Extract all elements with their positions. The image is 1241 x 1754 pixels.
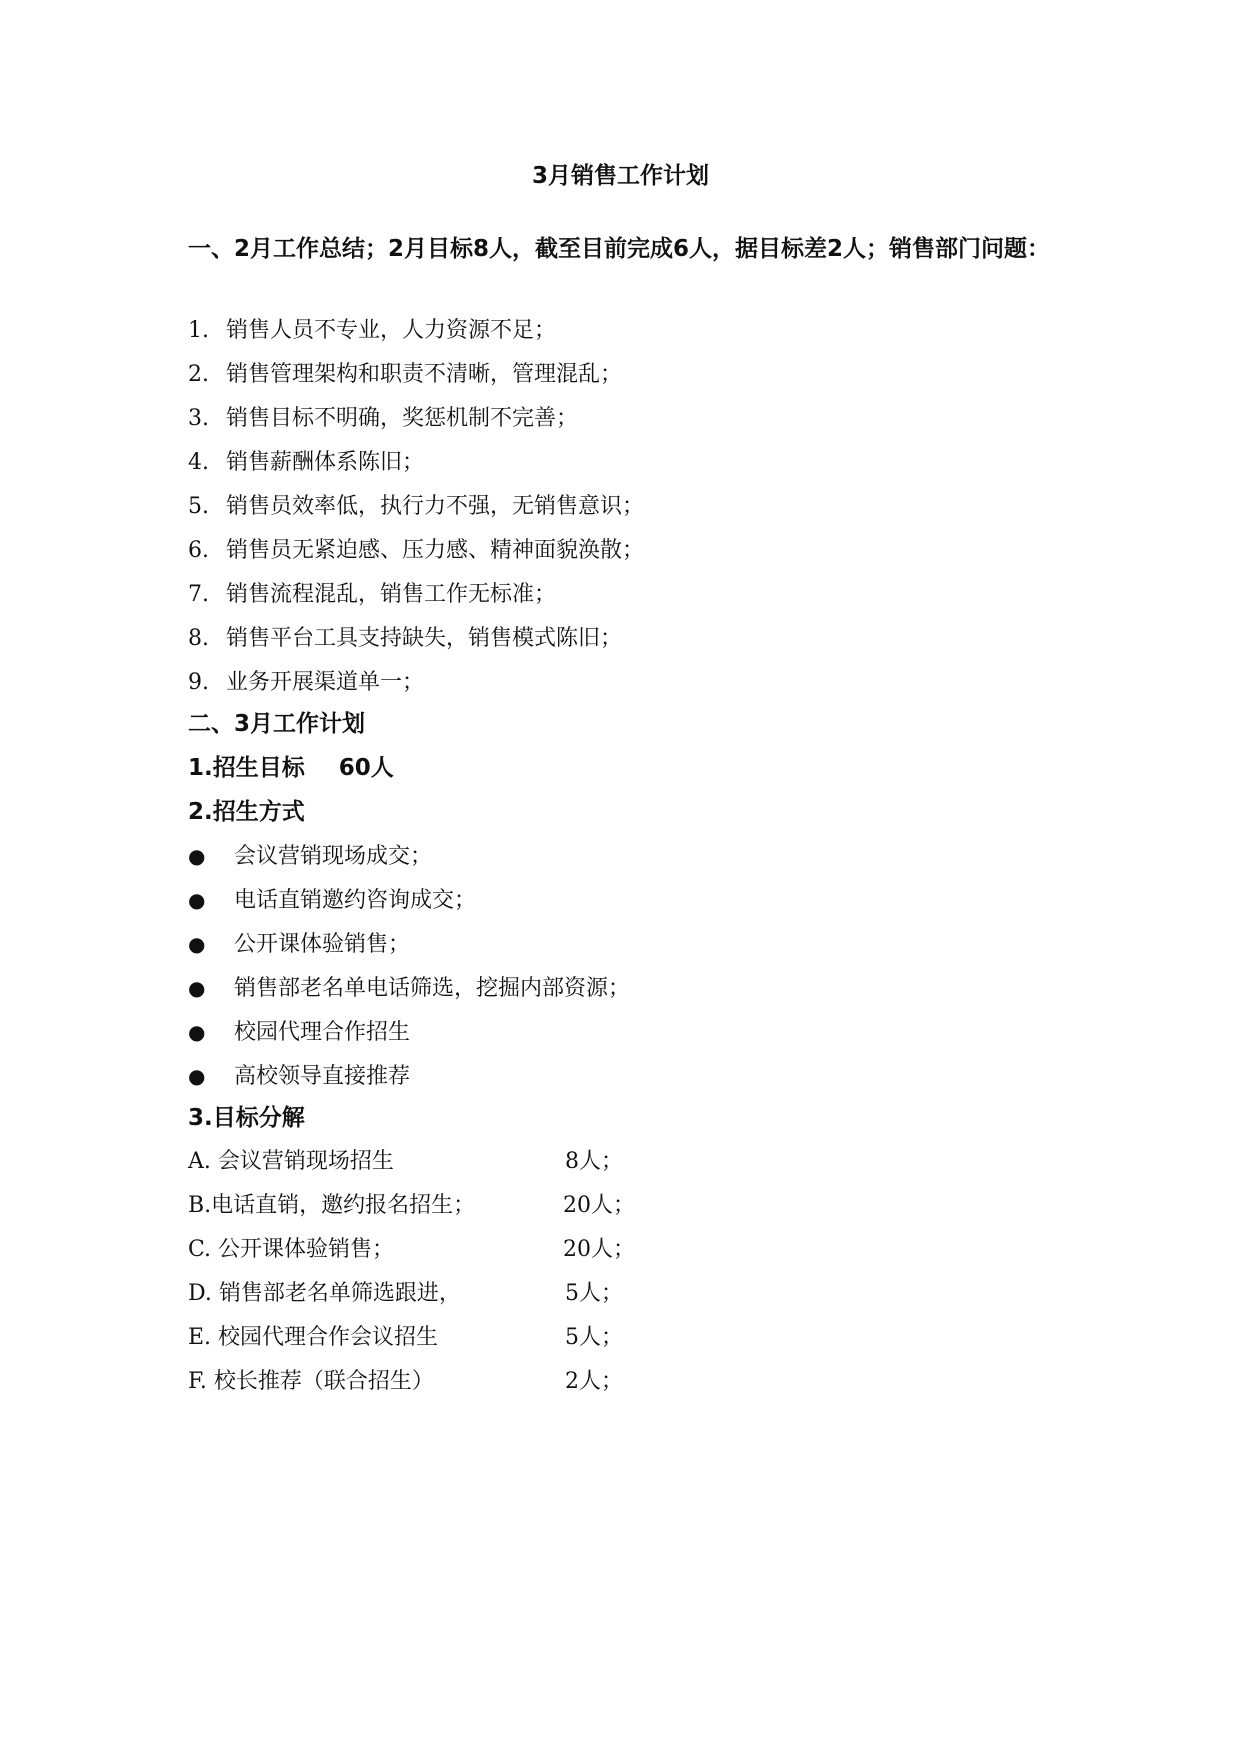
breakdown-label: E. 校园代理合作会议招生: [188, 1325, 439, 1350]
bullet-text: 会议营销现场成交；: [234, 844, 433, 869]
breakdown-row: [188, 1146, 623, 1178]
item-text: 销售目标不明确，奖惩机制不完善；: [226, 406, 579, 431]
list-item: [188, 491, 644, 523]
item-text: 销售流程混乱，销售工作无标准；: [226, 582, 557, 607]
bullet-icon: ●: [188, 976, 206, 1000]
bullet-text: 电话直销邀约咨询成交；: [234, 888, 477, 913]
item-number: 1.: [188, 318, 209, 343]
list-item: [188, 403, 578, 435]
breakdown-amount: 20人；: [563, 1237, 635, 1262]
list-item: [188, 623, 622, 655]
breakdown-row: [188, 1278, 623, 1310]
bullet-text: 公开课体验销售；: [234, 932, 411, 957]
target-label: 1.招生目标: [188, 755, 305, 781]
breakdown-label: D. 销售部老名单筛选跟进，: [188, 1281, 461, 1306]
section2-heading: 二、3月工作计划: [188, 711, 366, 737]
methods-heading: 2.招生方式: [188, 799, 305, 825]
bullet-text: 校园代理合作招生: [234, 1020, 411, 1045]
breakdown-row: [188, 1190, 635, 1222]
bullet-icon: ●: [188, 932, 206, 956]
item-text: 销售薪酬体系陈旧；: [226, 450, 425, 475]
bullet-item: [188, 1016, 410, 1049]
breakdown-row: [188, 1234, 635, 1266]
list-item: [188, 667, 424, 699]
bullet-item: [188, 1060, 410, 1093]
list-item: [188, 535, 644, 567]
target-value: 60人: [338, 755, 394, 781]
item-text: 销售管理架构和职责不清晰，管理混乱；: [226, 362, 623, 387]
bullet-item: [188, 928, 410, 961]
breakdown-heading: 3.目标分解: [188, 1105, 305, 1131]
list-item: [188, 447, 424, 479]
item-number: 2.: [188, 362, 209, 387]
item-number: 5.: [188, 494, 209, 519]
bullet-text: 销售部老名单电话筛选，挖掘内部资源；: [234, 976, 631, 1001]
item-text: 销售平台工具支持缺失，销售模式陈旧；: [226, 626, 623, 651]
breakdown-label: F. 校长推荐（联合招生）: [188, 1369, 434, 1394]
breakdown-amount: 2人；: [565, 1369, 623, 1394]
item-number: 6.: [188, 538, 209, 563]
bullet-text: 高校领导直接推荐: [234, 1064, 411, 1089]
breakdown-label: B.电话直销，邀约报名招生；: [188, 1193, 476, 1218]
bullet-icon: ●: [188, 844, 206, 868]
breakdown-row: [188, 1322, 623, 1354]
breakdown-amount: 8人；: [565, 1149, 623, 1174]
breakdown-label: C. 公开课体验销售；: [188, 1237, 395, 1262]
list-item: [188, 359, 622, 391]
item-text: 业务开展渠道单一；: [226, 670, 425, 695]
bullet-icon: ●: [188, 888, 206, 912]
item-text: 销售员效率低，执行力不强，无销售意识；: [226, 494, 645, 519]
item-number: 4.: [188, 450, 209, 475]
breakdown-amount: 5人；: [565, 1325, 623, 1350]
target-line: [188, 752, 394, 784]
bullet-icon: ●: [188, 1064, 206, 1088]
item-text: 销售员无紧迫感、压力感、精神面貌涣散；: [226, 538, 645, 563]
breakdown-amount: 5人；: [565, 1281, 623, 1306]
bullet-item: [188, 972, 630, 1005]
section1-heading: 一、2月工作总结；2月目标8人，截至目前完成6人，据目标差2人；销售部门问题：: [188, 236, 1051, 262]
bullet-item: [188, 840, 432, 873]
item-number: 8.: [188, 626, 209, 651]
bullet-icon: ●: [188, 1020, 206, 1044]
list-item: [188, 315, 556, 347]
breakdown-amount: 20人；: [563, 1193, 635, 1218]
item-number: 9.: [188, 670, 209, 695]
item-number: 3.: [188, 406, 209, 431]
breakdown-label: A. 会议营销现场招生: [188, 1149, 394, 1174]
breakdown-row: [188, 1366, 623, 1398]
item-text: 销售人员不专业，人力资源不足；: [226, 318, 557, 343]
document-title: 3月销售工作计划: [531, 163, 709, 189]
bullet-item: [188, 884, 476, 917]
list-item: [188, 579, 556, 611]
item-number: 7.: [188, 582, 209, 607]
